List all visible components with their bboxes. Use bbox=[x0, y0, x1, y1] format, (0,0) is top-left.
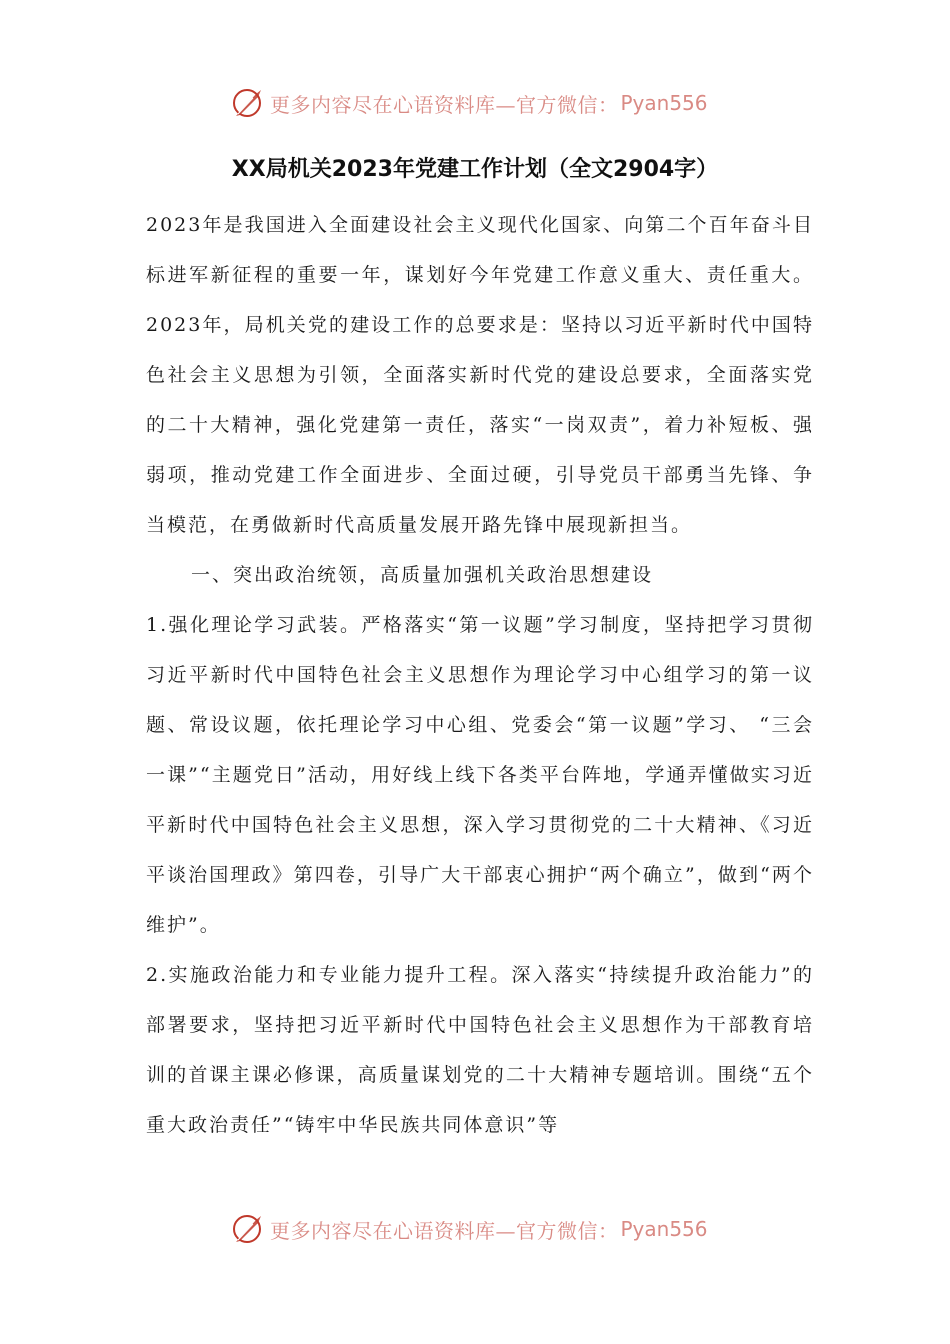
document-body bbox=[146, 200, 814, 1150]
document-title: XX局机关2023年党建工作计划（全文2904字） bbox=[231, 157, 719, 182]
watermark-banner-top bbox=[230, 86, 750, 120]
watermark-text: 更多内容尽在心语资料库—官方微信： bbox=[270, 92, 619, 117]
watermark-banner-bottom bbox=[230, 1212, 750, 1246]
watermark-wechat-id: Pyan556 bbox=[620, 91, 708, 115]
watermark-text: 更多内容尽在心语资料库—官方微信： bbox=[270, 1218, 619, 1243]
watermark-wechat-id: Pyan556 bbox=[620, 1217, 708, 1241]
quill-logo-icon bbox=[230, 1212, 266, 1246]
item-paragraph-2: 2.实施政治能力和专业能力提升工程。深入落实“持续提升政治能力”的部署要求，坚持把习近平新时代中国特色社会主义思想作为干部教育培训的首课主课必修课，高质量谋划党的二十大精神专题培训。围绕“五个重大政治责任”“铸牢中华民族共同体意识”等 bbox=[146, 964, 814, 1136]
quill-logo-icon bbox=[230, 86, 266, 120]
item-paragraph-1: 1.强化理论学习武装。严格落实“第一议题”学习制度，坚持把学习贯彻习近平新时代中国特色社会主义思想作为理论学习中心组学习的第一议题、常设议题，依托理论学习中心组、党委会“第一议题”学习、 “三会一课”“主题党日”活动，用好线上线下各类平台阵地，学通弄懂做实习近平新时代中国特色社会主义思想，深入学习贯彻党的二十大精神、《习近平谈治国理政》第四卷，引导广大干部衷心拥护“两个确立”，做到“两个维护”。 bbox=[146, 614, 814, 936]
section-heading-1: 一、突出政治统领，高质量加强机关政治思想建设 bbox=[191, 564, 654, 586]
intro-paragraph: 2023年是我国进入全面建设社会主义现代化国家、向第二个百年奋斗目标进军新征程的重要一年，谋划好今年党建工作意义重大、责任重大。2023年，局机关党的建设工作的总要求是：坚持以习近平新时代中国特色社会主义思想为引领，全面落实新时代党的建设总要求，全面落实党的二十大精神，强化党建第一责任，落实“一岗双责”，着力补短板、强弱项，推动党建工作全面进步、全面过硬，引导党员干部勇当先锋、争当模范，在勇做新时代高质量发展开路先锋中展现新担当。 bbox=[146, 214, 814, 536]
